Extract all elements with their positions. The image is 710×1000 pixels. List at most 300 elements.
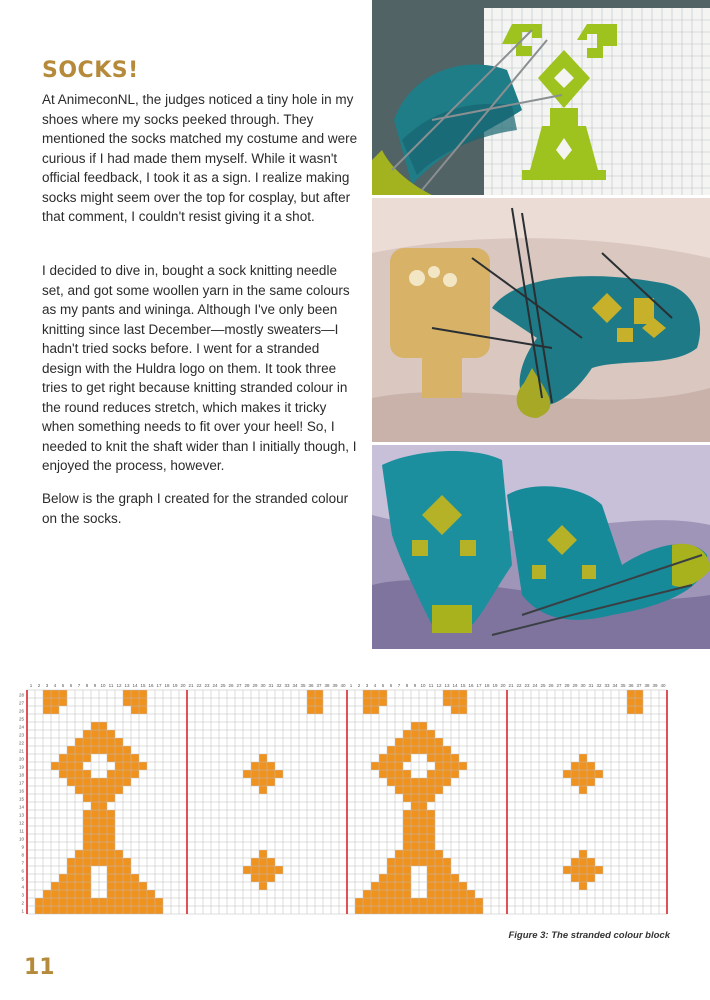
chart-cell bbox=[435, 786, 443, 794]
column-number: 3 bbox=[365, 683, 369, 688]
chart-cell bbox=[67, 762, 75, 770]
column-number: 24 bbox=[212, 683, 218, 688]
row-number: 7 bbox=[21, 860, 24, 866]
chart-cell bbox=[411, 802, 419, 810]
chart-cell bbox=[403, 874, 411, 882]
row-number: 25 bbox=[18, 716, 24, 722]
chart-cell bbox=[147, 890, 155, 898]
column-number: 22 bbox=[196, 683, 202, 688]
pair-of-socks-photo bbox=[372, 445, 710, 649]
chart-cell bbox=[371, 706, 379, 714]
chart-cell bbox=[99, 738, 107, 746]
chart-cell bbox=[83, 882, 91, 890]
chart-cell bbox=[451, 890, 459, 898]
chart-cell bbox=[99, 842, 107, 850]
chart-cell bbox=[419, 786, 427, 794]
chart-cell bbox=[459, 698, 467, 706]
chart-cell bbox=[443, 882, 451, 890]
chart-cell bbox=[59, 890, 67, 898]
column-number: 1 bbox=[29, 683, 33, 688]
column-number: 23 bbox=[204, 683, 210, 688]
chart-cell bbox=[467, 898, 475, 906]
chart-cell bbox=[467, 890, 475, 898]
chart-cell bbox=[635, 698, 643, 706]
chart-cell bbox=[379, 906, 387, 914]
chart-cell bbox=[107, 738, 115, 746]
chart-cell bbox=[395, 890, 403, 898]
chart-cell bbox=[51, 698, 59, 706]
chart-cell bbox=[99, 834, 107, 842]
chart-cell bbox=[635, 690, 643, 698]
column-number: 5 bbox=[61, 683, 65, 688]
column-number: 28 bbox=[564, 683, 570, 688]
column-number: 10 bbox=[100, 683, 106, 688]
chart-cell bbox=[371, 898, 379, 906]
chart-cell bbox=[403, 826, 411, 834]
chart-cell bbox=[403, 754, 411, 762]
chart-cell bbox=[411, 778, 419, 786]
chart-cell bbox=[411, 746, 419, 754]
chart-cell bbox=[51, 898, 59, 906]
column-number: 4 bbox=[53, 683, 57, 688]
chart-cell bbox=[139, 698, 147, 706]
chart-cell bbox=[427, 786, 435, 794]
row-number: 12 bbox=[18, 820, 24, 826]
sock-on-needles-with-chart-photo bbox=[372, 0, 710, 195]
chart-cell bbox=[571, 874, 579, 882]
chart-cell bbox=[427, 890, 435, 898]
chart-cell bbox=[251, 778, 259, 786]
chart-cell bbox=[363, 906, 371, 914]
column-number: 9 bbox=[413, 683, 417, 688]
chart-cell bbox=[75, 738, 83, 746]
chart-cell bbox=[435, 762, 443, 770]
chart-cell bbox=[395, 778, 403, 786]
column-number: 15 bbox=[140, 683, 146, 688]
chart-cell bbox=[395, 874, 403, 882]
column-number: 6 bbox=[69, 683, 73, 688]
column-number: 35 bbox=[300, 683, 306, 688]
row-number: 28 bbox=[18, 692, 24, 698]
chart-cell bbox=[259, 866, 267, 874]
column-number: 4 bbox=[373, 683, 377, 688]
chart-cell bbox=[451, 770, 459, 778]
chart-cell bbox=[395, 754, 403, 762]
chart-cell bbox=[115, 906, 123, 914]
column-number: 8 bbox=[85, 683, 89, 688]
chart-cell bbox=[587, 858, 595, 866]
chart-cell bbox=[51, 882, 59, 890]
chart-cell bbox=[243, 866, 251, 874]
chart-cell bbox=[411, 898, 419, 906]
chart-cell bbox=[419, 834, 427, 842]
chart-cell bbox=[563, 866, 571, 874]
column-number: 21 bbox=[188, 683, 194, 688]
chart-cell bbox=[75, 882, 83, 890]
chart-cell bbox=[67, 754, 75, 762]
chart-cell bbox=[91, 850, 99, 858]
chart-cell bbox=[67, 866, 75, 874]
column-number: 12 bbox=[116, 683, 122, 688]
chart-cell bbox=[403, 730, 411, 738]
chart-cell bbox=[419, 810, 427, 818]
chart-cell bbox=[379, 762, 387, 770]
chart-cell bbox=[139, 690, 147, 698]
row-number: 11 bbox=[19, 828, 24, 834]
chart-cell bbox=[131, 762, 139, 770]
chart-cell bbox=[427, 834, 435, 842]
column-number: 40 bbox=[340, 683, 346, 688]
row-number: 15 bbox=[18, 796, 24, 802]
chart-cell bbox=[99, 818, 107, 826]
chart-cell bbox=[443, 778, 451, 786]
column-number: 26 bbox=[548, 683, 554, 688]
chart-cell bbox=[443, 746, 451, 754]
chart-cell bbox=[395, 770, 403, 778]
chart-cell bbox=[115, 770, 123, 778]
chart-cell bbox=[587, 770, 595, 778]
chart-cell bbox=[147, 906, 155, 914]
chart-cell bbox=[395, 858, 403, 866]
page-number: 11 bbox=[24, 955, 55, 980]
chart-cell bbox=[83, 754, 91, 762]
chart-cell bbox=[91, 722, 99, 730]
chart-cell bbox=[91, 826, 99, 834]
chart-cell bbox=[107, 794, 115, 802]
chart-cell bbox=[579, 882, 587, 890]
chart-cell bbox=[123, 762, 131, 770]
chart-cell bbox=[83, 794, 91, 802]
column-number: 19 bbox=[492, 683, 498, 688]
column-number: 29 bbox=[252, 683, 258, 688]
chart-cell bbox=[99, 826, 107, 834]
chart-cell bbox=[259, 778, 267, 786]
chart-cell bbox=[123, 754, 131, 762]
chart-cell bbox=[403, 882, 411, 890]
chart-cell bbox=[307, 706, 315, 714]
chart-cell bbox=[107, 770, 115, 778]
chart-cell bbox=[91, 786, 99, 794]
column-number: 33 bbox=[604, 683, 610, 688]
column-number: 22 bbox=[516, 683, 522, 688]
chart-cell bbox=[83, 850, 91, 858]
chart-cell bbox=[107, 834, 115, 842]
chart-cell bbox=[403, 738, 411, 746]
chart-cell bbox=[123, 890, 131, 898]
chart-cell bbox=[443, 762, 451, 770]
chart-cell bbox=[91, 746, 99, 754]
chart-cell bbox=[427, 826, 435, 834]
chart-cell bbox=[395, 898, 403, 906]
chart-cell bbox=[259, 874, 267, 882]
chart-cell bbox=[131, 706, 139, 714]
chart-cell bbox=[75, 866, 83, 874]
paragraph-2: I decided to dive in, bought a sock knitting needle set, and got some woollen yarn in the same colours as my pants and wininga. Although I've only been knitting since last December—mostly sweaters—I hadn't tried socks before. I went for a stranded design with the Huldra logo on them. It took three tries to get right because knitting stranded colour in the round reduces stretch, which makes it tricky when something needs to fit over your heel! So, I needed to knit the shaft wider than I initially though, I enjoyed the process, however. bbox=[42, 263, 357, 473]
column-number: 30 bbox=[580, 683, 586, 688]
chart-cell bbox=[107, 906, 115, 914]
column-number: 23 bbox=[524, 683, 530, 688]
chart-cell bbox=[99, 850, 107, 858]
chart-cell bbox=[259, 850, 267, 858]
chart-cell bbox=[83, 730, 91, 738]
chart-cell bbox=[259, 762, 267, 770]
column-number: 3 bbox=[45, 683, 49, 688]
chart-cell bbox=[387, 770, 395, 778]
chart-cell bbox=[579, 850, 587, 858]
chart-cell bbox=[251, 770, 259, 778]
column-number: 8 bbox=[405, 683, 409, 688]
chart-cell bbox=[107, 842, 115, 850]
chart-cell bbox=[267, 762, 275, 770]
chart-cell bbox=[435, 770, 443, 778]
chart-cell bbox=[59, 754, 67, 762]
column-number: 5 bbox=[381, 683, 385, 688]
chart-cell bbox=[435, 754, 443, 762]
column-number: 27 bbox=[236, 683, 242, 688]
chart-cell bbox=[75, 850, 83, 858]
chart-cell bbox=[435, 778, 443, 786]
chart-cell bbox=[403, 786, 411, 794]
chart-cell bbox=[251, 866, 259, 874]
chart-cell bbox=[107, 818, 115, 826]
chart-cell bbox=[411, 842, 419, 850]
chart-cell bbox=[419, 898, 427, 906]
chart-cell bbox=[83, 818, 91, 826]
chart-cell bbox=[451, 706, 459, 714]
chart-cell bbox=[83, 842, 91, 850]
chart-cell bbox=[99, 730, 107, 738]
chart-cell bbox=[403, 842, 411, 850]
chart-cell bbox=[107, 786, 115, 794]
chart-cell bbox=[411, 794, 419, 802]
chart-cell bbox=[427, 746, 435, 754]
chart-cell bbox=[99, 810, 107, 818]
chart-cell bbox=[427, 866, 435, 874]
chart-cell bbox=[419, 858, 427, 866]
column-number: 13 bbox=[444, 683, 450, 688]
chart-cell bbox=[579, 858, 587, 866]
chart-cell bbox=[91, 906, 99, 914]
chart-cell bbox=[387, 890, 395, 898]
chart-cell bbox=[379, 898, 387, 906]
finished-sock-on-needles-photo bbox=[372, 198, 710, 442]
chart-cell bbox=[435, 890, 443, 898]
chart-cell bbox=[571, 762, 579, 770]
chart-cell bbox=[107, 826, 115, 834]
chart-cell bbox=[587, 874, 595, 882]
chart-cell bbox=[411, 722, 419, 730]
row-number: 6 bbox=[21, 868, 24, 874]
chart-cell bbox=[387, 754, 395, 762]
figure-caption: Figure 3: The stranded colour block bbox=[508, 930, 670, 941]
chart-cell bbox=[395, 786, 403, 794]
chart-cell bbox=[403, 834, 411, 842]
chart-cell bbox=[43, 690, 51, 698]
column-number: 15 bbox=[460, 683, 466, 688]
chart-cell bbox=[83, 826, 91, 834]
column-number: 34 bbox=[292, 683, 298, 688]
chart-cell bbox=[403, 850, 411, 858]
chart-cell bbox=[91, 802, 99, 810]
chart-cell bbox=[35, 906, 43, 914]
chart-cell bbox=[267, 858, 275, 866]
chart-cell bbox=[371, 882, 379, 890]
chart-cell bbox=[75, 906, 83, 914]
chart-cell bbox=[355, 906, 363, 914]
chart-cell bbox=[139, 706, 147, 714]
chart-cell bbox=[107, 898, 115, 906]
chart-cell bbox=[259, 882, 267, 890]
column-number: 11 bbox=[428, 683, 434, 688]
chart-cell bbox=[459, 906, 467, 914]
chart-cell bbox=[411, 810, 419, 818]
paragraph-3: Below is the graph I created for the stranded colour on the socks. bbox=[42, 491, 349, 526]
column-number: 19 bbox=[172, 683, 178, 688]
chart-cell bbox=[371, 698, 379, 706]
chart-cell bbox=[131, 906, 139, 914]
chart-cell bbox=[427, 738, 435, 746]
chart-cell bbox=[155, 906, 163, 914]
chart-cell bbox=[427, 882, 435, 890]
chart-cell bbox=[115, 778, 123, 786]
column-number: 17 bbox=[156, 683, 162, 688]
chart-cell bbox=[587, 778, 595, 786]
chart-cell bbox=[107, 778, 115, 786]
chart-cell bbox=[59, 882, 67, 890]
chart-cell bbox=[363, 698, 371, 706]
chart-cell bbox=[451, 762, 459, 770]
chart-cell bbox=[107, 754, 115, 762]
chart-cell bbox=[99, 722, 107, 730]
chart-cell bbox=[435, 898, 443, 906]
chart-cell bbox=[83, 866, 91, 874]
chart-cell bbox=[571, 858, 579, 866]
chart-cell bbox=[387, 762, 395, 770]
row-number: 23 bbox=[18, 732, 24, 738]
chart-cell bbox=[387, 866, 395, 874]
chart-cell bbox=[51, 890, 59, 898]
chart-cell bbox=[75, 770, 83, 778]
chart-cell bbox=[315, 698, 323, 706]
section-heading: SOCKS! bbox=[42, 58, 139, 83]
row-number: 2 bbox=[21, 900, 24, 906]
chart-cell bbox=[83, 778, 91, 786]
chart-cell bbox=[107, 858, 115, 866]
column-number: 27 bbox=[556, 683, 562, 688]
chart-cell bbox=[459, 898, 467, 906]
chart-cell bbox=[451, 898, 459, 906]
chart-cell bbox=[243, 770, 251, 778]
chart-cell bbox=[419, 802, 427, 810]
chart-cell bbox=[459, 706, 467, 714]
chart-cell bbox=[51, 906, 59, 914]
chart-cell bbox=[395, 866, 403, 874]
chart-cell bbox=[115, 890, 123, 898]
chart-cell bbox=[67, 858, 75, 866]
chart-cell bbox=[411, 786, 419, 794]
chart-cell bbox=[91, 778, 99, 786]
column-number: 36 bbox=[308, 683, 314, 688]
chart-cell bbox=[91, 738, 99, 746]
chart-cell bbox=[99, 786, 107, 794]
chart-cell bbox=[59, 898, 67, 906]
chart-cell bbox=[107, 866, 115, 874]
chart-cell bbox=[403, 898, 411, 906]
row-number: 27 bbox=[18, 700, 24, 706]
column-number: 25 bbox=[220, 683, 226, 688]
column-number: 6 bbox=[389, 683, 393, 688]
chart-cell bbox=[259, 786, 267, 794]
chart-cell bbox=[587, 762, 595, 770]
chart-cell bbox=[635, 706, 643, 714]
column-number: 14 bbox=[132, 683, 138, 688]
chart-cell bbox=[67, 890, 75, 898]
chart-cell bbox=[379, 698, 387, 706]
chart-cell bbox=[107, 882, 115, 890]
column-number: 18 bbox=[164, 683, 170, 688]
chart-cell bbox=[563, 770, 571, 778]
chart-cell bbox=[59, 770, 67, 778]
chart-cell bbox=[115, 754, 123, 762]
chart-cell bbox=[387, 858, 395, 866]
chart-cell bbox=[259, 858, 267, 866]
chart-cell bbox=[251, 858, 259, 866]
chart-cell bbox=[307, 698, 315, 706]
chart-cell bbox=[91, 730, 99, 738]
row-number: 22 bbox=[18, 740, 24, 746]
chart-cell bbox=[91, 898, 99, 906]
column-number: 33 bbox=[284, 683, 290, 688]
chart-cell bbox=[427, 794, 435, 802]
column-number: 38 bbox=[644, 683, 650, 688]
chart-cell bbox=[131, 770, 139, 778]
column-number: 9 bbox=[93, 683, 97, 688]
row-number: 8 bbox=[21, 852, 24, 858]
column-number: 31 bbox=[588, 683, 594, 688]
chart-cell bbox=[427, 754, 435, 762]
column-number: 31 bbox=[268, 683, 274, 688]
chart-cell bbox=[571, 770, 579, 778]
chart-cell bbox=[83, 906, 91, 914]
chart-cell bbox=[123, 858, 131, 866]
chart-cell bbox=[427, 818, 435, 826]
chart-cell bbox=[43, 698, 51, 706]
chart-cell bbox=[59, 874, 67, 882]
chart-cell bbox=[443, 858, 451, 866]
chart-cell bbox=[579, 874, 587, 882]
chart-cell bbox=[387, 874, 395, 882]
chart-cell bbox=[123, 698, 131, 706]
chart-cell bbox=[115, 762, 123, 770]
column-number: 34 bbox=[612, 683, 618, 688]
chart-cell bbox=[115, 786, 123, 794]
chart-cell bbox=[123, 874, 131, 882]
chart-cell bbox=[67, 874, 75, 882]
chart-cell bbox=[443, 898, 451, 906]
chart-cell bbox=[131, 890, 139, 898]
chart-cell bbox=[371, 906, 379, 914]
chart-cell bbox=[627, 698, 635, 706]
chart-cell bbox=[395, 738, 403, 746]
chart-cell bbox=[403, 810, 411, 818]
chart-cell bbox=[83, 786, 91, 794]
chart-cell bbox=[83, 810, 91, 818]
chart-cell bbox=[435, 858, 443, 866]
chart-cell bbox=[395, 746, 403, 754]
chart-cell bbox=[443, 690, 451, 698]
chart-cell bbox=[379, 874, 387, 882]
row-number: 3 bbox=[21, 892, 24, 898]
